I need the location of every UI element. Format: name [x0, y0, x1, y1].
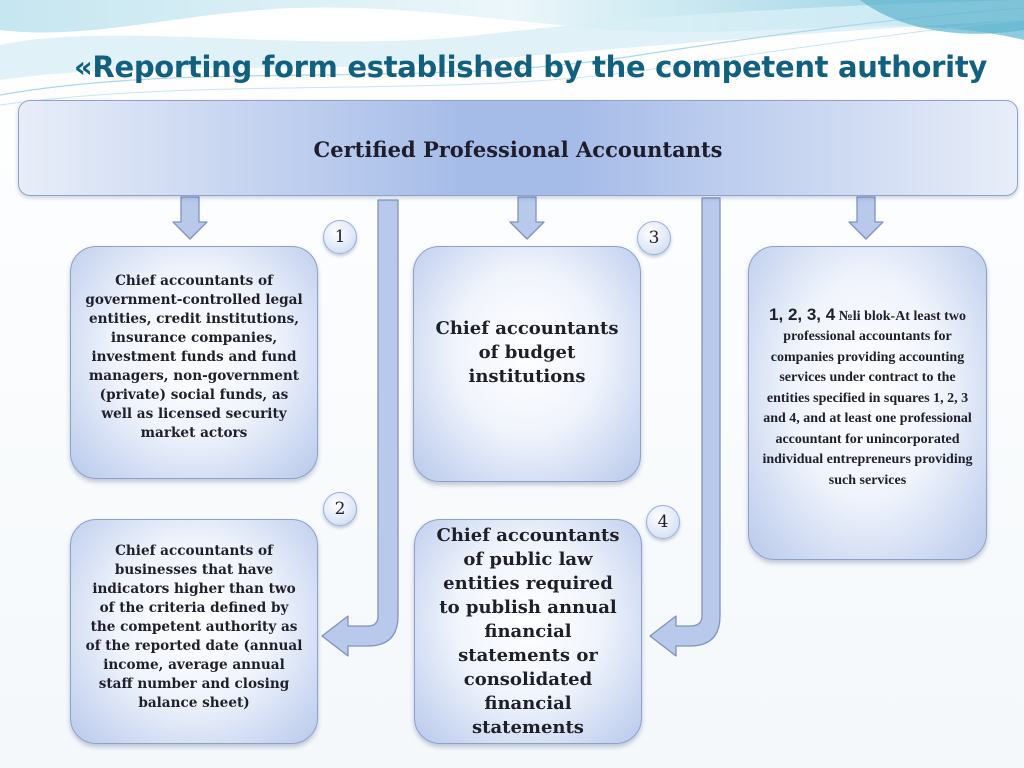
- box-businesses: [70, 519, 318, 744]
- badge-4: 4: [646, 505, 680, 539]
- banner-certified-accountants: [18, 100, 1018, 196]
- bent-arrow-to-box2: [322, 200, 398, 656]
- box-accounting-service-companies: [748, 246, 987, 560]
- box-public-law-entities: [414, 519, 642, 744]
- box5-lead: 1, 2, 3, 4: [769, 304, 836, 324]
- box4-text: Chief accountants of public law entities required to publish annual financial statements or consolidated financial statements: [436, 524, 620, 738]
- down-arrow-5: [849, 197, 883, 239]
- box-budget-institutions: [413, 246, 641, 482]
- box2-text: Chief accountants of businesses that have indicators higher than two of the criteria defined by the competent authority as of the reported date (annual income, average annual staff number and closing balance sheet): [85, 543, 303, 711]
- down-arrow-3: [510, 197, 544, 239]
- bent-arrow-to-box4: [650, 198, 720, 656]
- box-government-entities: [70, 246, 318, 479]
- down-arrow-1: [173, 197, 207, 239]
- box1-text: Chief accountants of government-controlled legal entities, credit institutions, insurance companies, investment funds and fund managers, non-government (private) social funds, as well as licensed security market actors: [85, 273, 303, 441]
- box5-text: №li blok-At least two professional accountants for companies providing accounting services under contract to the entities specified in squares 1, 2, 3 and 4, and at least one professional accountant for unincorporated individual entrepreneurs providing such services: [762, 308, 973, 488]
- banner-label: Certified Professional Accountants: [313, 136, 723, 162]
- box3-text: Chief accountants of budget institutions: [435, 318, 619, 387]
- badge-2: 2: [323, 492, 357, 526]
- slide-title: «Reporting form established by the competent authority: [74, 50, 987, 84]
- badge-1: 1: [323, 220, 357, 254]
- box5-content: [759, 305, 976, 492]
- badge-3: 3: [637, 221, 671, 255]
